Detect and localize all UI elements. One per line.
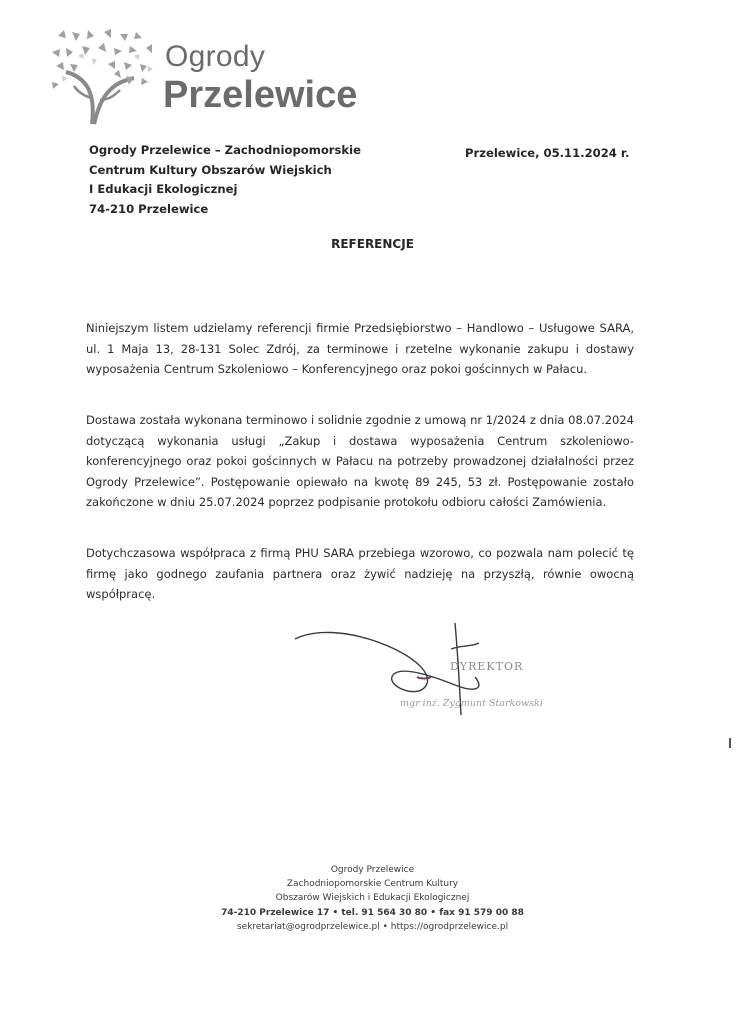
- scan-mark: [729, 738, 731, 748]
- footer-phone-line: 74-210 Przelewice 17 • tel. 91 564 30 80 • fax 91 579 00 88: [221, 907, 524, 918]
- footer-line: Zachodniopomorskie Centrum Kultury: [286, 879, 459, 890]
- sender-line: Ogrody Przelewice – Zachodniopomorskie: [89, 143, 361, 157]
- logo-text-ogrody: Ogrody: [165, 40, 266, 73]
- body-paragraph: Dostawa została wykonana terminowo i solidnie zgodnie z umową nr 1/2024 z dnia 08.07.2024 dotyczącą wykonania usługi „Zakup i dostawa wyposażenia Centrum szkoleniowo-konferencyjnego oraz pokoi gościnnych w Pałacu na potrzeby prowadzonej działalności przez Ogrody Przelewice”. Postępowanie opiewało na kwotę 89 245, 53 zł. Postępowanie zostało zakończone w dniu 25.07.2024 poprzez podpisanie protokołu odbioru całości Zamówienia.: [86, 413, 634, 509]
- sender-line: I Edukacji Ekologicznej: [89, 182, 238, 196]
- stamp-name: mgr inż. Zygmunt Starkowski: [400, 698, 543, 709]
- document-title: REFERENCJE: [331, 237, 414, 251]
- body-paragraph: Dotychczasowa współpraca z firmą PHU SARA przebiega wzorowo, co pozwala nam polecić tę firmę jako godnego zaufania partnera oraz żywić nadzieję na przyszłą, równie owocną współpracę.: [86, 546, 634, 601]
- sender-line: Centrum Kultury Obszarów Wiejskich: [89, 162, 332, 177]
- sender-address-block: [89, 141, 361, 219]
- sender-line: 74-210 Przelewice: [89, 201, 209, 216]
- footer-contact-block: [0, 863, 745, 934]
- organization-logo: [48, 26, 388, 126]
- stamp-title: DYREKTOR: [450, 660, 524, 673]
- letter-date: Przelewice, 05.11.2024 r.: [465, 146, 630, 160]
- tree-leaves-icon: [48, 26, 158, 126]
- logo-text-przelewice: Przelewice: [163, 74, 358, 116]
- body-paragraph: Niniejszym listem udzielamy referencji firmie Przedsiębiorstwo – Handlowo – Usługowe SARA, ul. 1 Maja 13, 28-131 Solec Zdrój, za terminowe i rzetelne wykonanie zakupu i dostawy wyposażenia Centrum Szkoleniowo – Konferencyjnego oraz pokoi gościnnych w Pałacu.: [86, 321, 634, 376]
- footer-line: Obszarów Wiejskich i Edukacji Ekologicznej: [275, 893, 470, 904]
- footer-email-line: sekretariat@ogrodprzelewice.pl • https://ogrodprzelewice.pl: [236, 921, 509, 932]
- footer-line: Ogrody Przelewice: [330, 865, 415, 875]
